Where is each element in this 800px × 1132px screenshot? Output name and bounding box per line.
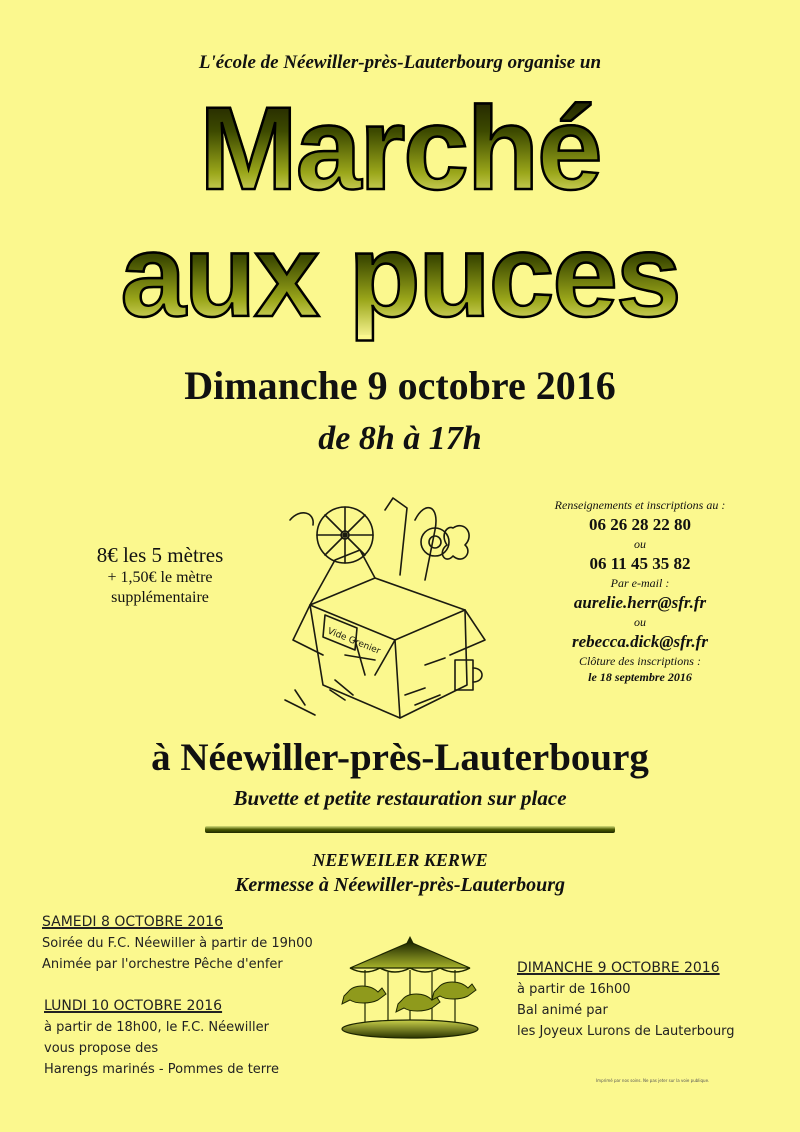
event-hours: de 8h à 17h bbox=[318, 420, 482, 457]
price-main: 8€ les 5 mètres bbox=[96, 543, 224, 567]
saturday-heading: SAMEDI 8 OCTOBRE 2016 bbox=[42, 914, 223, 930]
monday-heading: LUNDI 10 OCTOBRE 2016 bbox=[44, 998, 223, 1014]
monday-line3: Harengs marinés - Pommes de terre bbox=[44, 1062, 279, 1077]
sunday-line3: les Joyeux Lurons de Lauterbourg bbox=[517, 1024, 735, 1039]
saturday-line2: Animée par l'orchestre Pêche d'enfer bbox=[42, 957, 283, 972]
sunday-block bbox=[517, 958, 777, 1042]
closing-date: le 18 septembre 2016 bbox=[588, 670, 692, 684]
email-label: Par e-mail : bbox=[610, 576, 670, 590]
monday-line1: à partir de 18h00, le F.C. Néewiller bbox=[44, 1020, 269, 1035]
intro-line: L'école de Néewiller-près-Lauterbourg organise un bbox=[198, 52, 602, 73]
price-extra-unit: supplémentaire bbox=[111, 589, 209, 606]
kerwe-title: NEEWEILER KERWE bbox=[312, 850, 488, 870]
contact-block bbox=[515, 497, 765, 685]
closing-label: Clôture des inscriptions : bbox=[579, 654, 701, 668]
event-date: Dimanche 9 octobre 2016 bbox=[184, 363, 616, 408]
monday-line2: vous propose des bbox=[44, 1041, 159, 1056]
sunday-line2: Bal animé par bbox=[517, 1003, 608, 1018]
phone-number-1: 06 26 28 22 80 bbox=[589, 515, 691, 534]
saturday-line1: Soirée du F.C. Néewiller à partir de 19h00 bbox=[42, 936, 313, 951]
flea-market-box-sketch bbox=[275, 490, 500, 720]
section-divider bbox=[205, 826, 615, 833]
price-extra: + 1,50€ le mètre bbox=[107, 569, 213, 586]
contact-intro: Renseignements et inscriptions au : bbox=[554, 498, 726, 512]
kerwe-subtitle: Kermesse à Néewiller-près-Lauterbourg bbox=[235, 874, 565, 896]
sketch-label: Vide Grenier bbox=[325, 626, 382, 657]
or-separator-1: ou bbox=[634, 537, 646, 551]
or-separator-2: ou bbox=[634, 615, 646, 629]
email-1: aurelie.herr@sfr.fr bbox=[573, 593, 707, 612]
carousel-icon bbox=[330, 930, 490, 1045]
sunday-heading: DIMANCHE 9 OCTOBRE 2016 bbox=[517, 960, 720, 976]
email-2: rebecca.dick@sfr.fr bbox=[572, 632, 708, 651]
poster-title-line2: aux puces bbox=[0, 217, 800, 335]
buvette-note: Buvette et petite restauration sur place bbox=[233, 786, 567, 810]
pricing-block bbox=[60, 543, 260, 608]
sunday-line1: à partir de 16h00 bbox=[517, 982, 631, 997]
phone-number-2: 06 11 45 35 82 bbox=[589, 554, 691, 573]
poster-title-line1: Marché bbox=[0, 90, 800, 208]
event-location: à Néewiller-près-Lauterbourg bbox=[151, 736, 649, 779]
print-footnote: Imprimé par nos soins. Ne pas jeter sur la voie publique. bbox=[596, 1078, 710, 1083]
